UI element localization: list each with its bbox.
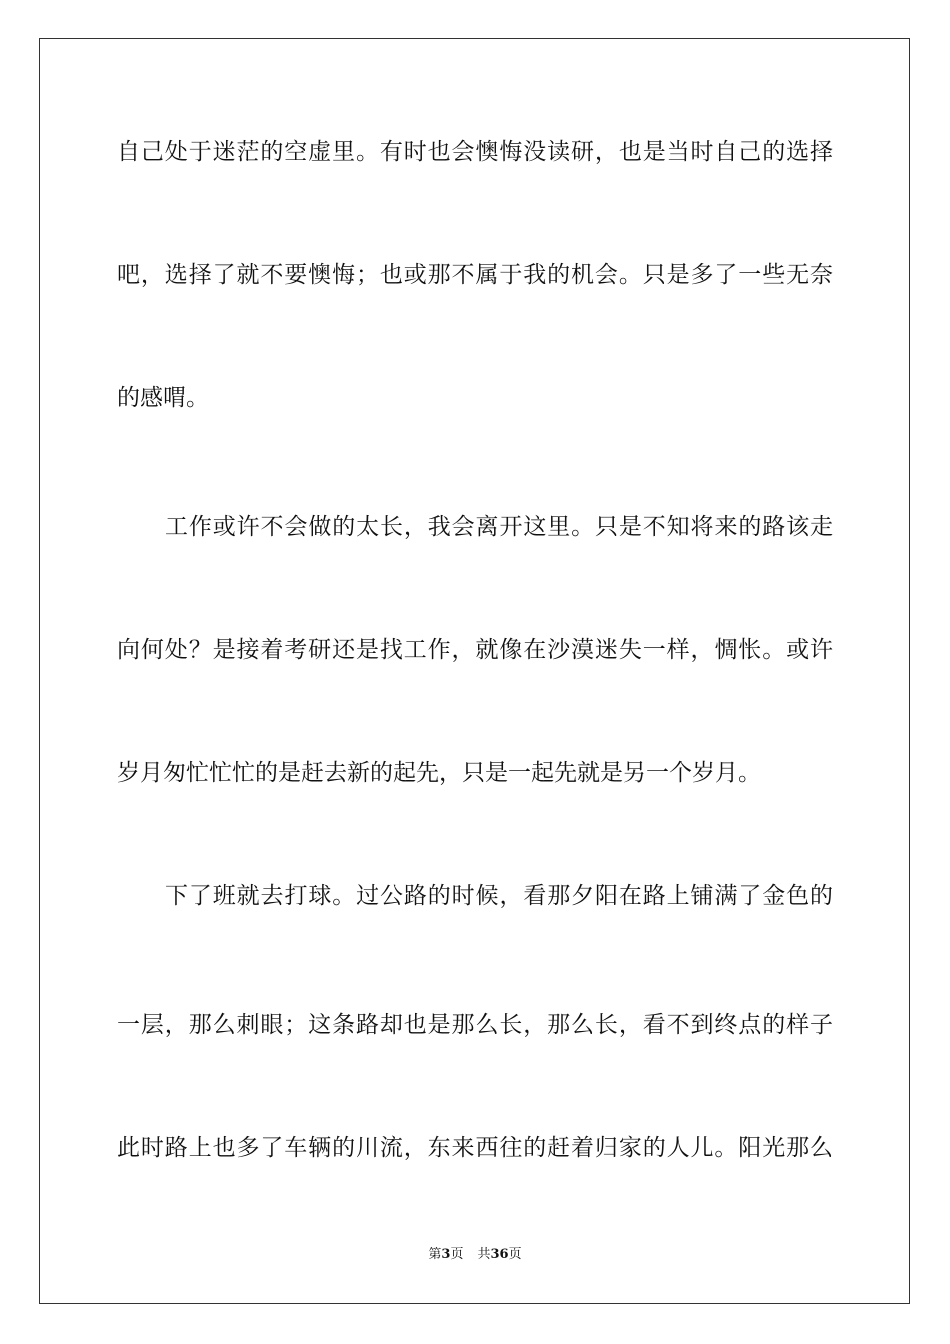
paragraph-2-line-3: 岁月匆忙忙忙的是赶去新的起先，只是一起先就是另一个岁月。 <box>117 760 761 786</box>
paragraph-3-line-2: 一层，那么刺眼；这条路却也是那么长，那么长，看不到终点的样子 <box>117 1012 833 1038</box>
total-page-number: 36 <box>490 1247 509 1262</box>
page-prefix: 第 <box>428 1247 442 1262</box>
page-border <box>39 38 910 1304</box>
paragraph-1-line-3: 的感喟。 <box>117 385 209 411</box>
page-suffix: 页 <box>450 1247 464 1262</box>
paragraph-3-line-1: 下了班就去打球。过公路的时候，看那夕阳在路上铺满了金色的 <box>165 883 833 909</box>
total-prefix: 共 <box>477 1247 491 1262</box>
paragraph-2-line-1: 工作或许不会做的太长，我会离开这里。只是不知将来的路该走 <box>165 514 833 540</box>
total-suffix: 页 <box>508 1247 522 1262</box>
current-page-number: 3 <box>441 1247 451 1262</box>
paragraph-1-line-2: 吧，选择了就不要懊悔；也或那不属于我的机会。只是多了一些无奈 <box>117 262 833 288</box>
page-footer <box>0 1246 950 1264</box>
paragraph-2-line-2: 向何处？是接着考研还是找工作，就像在沙漠迷失一样，惆怅。或许 <box>117 637 833 663</box>
paragraph-1-line-1: 自己处于迷茫的空虚里。有时也会懊悔没读研，也是当时自己的选择 <box>117 139 833 165</box>
paragraph-3-line-3: 此时路上也多了车辆的川流，东来西往的赶着归家的人儿。阳光那么 <box>117 1135 833 1161</box>
